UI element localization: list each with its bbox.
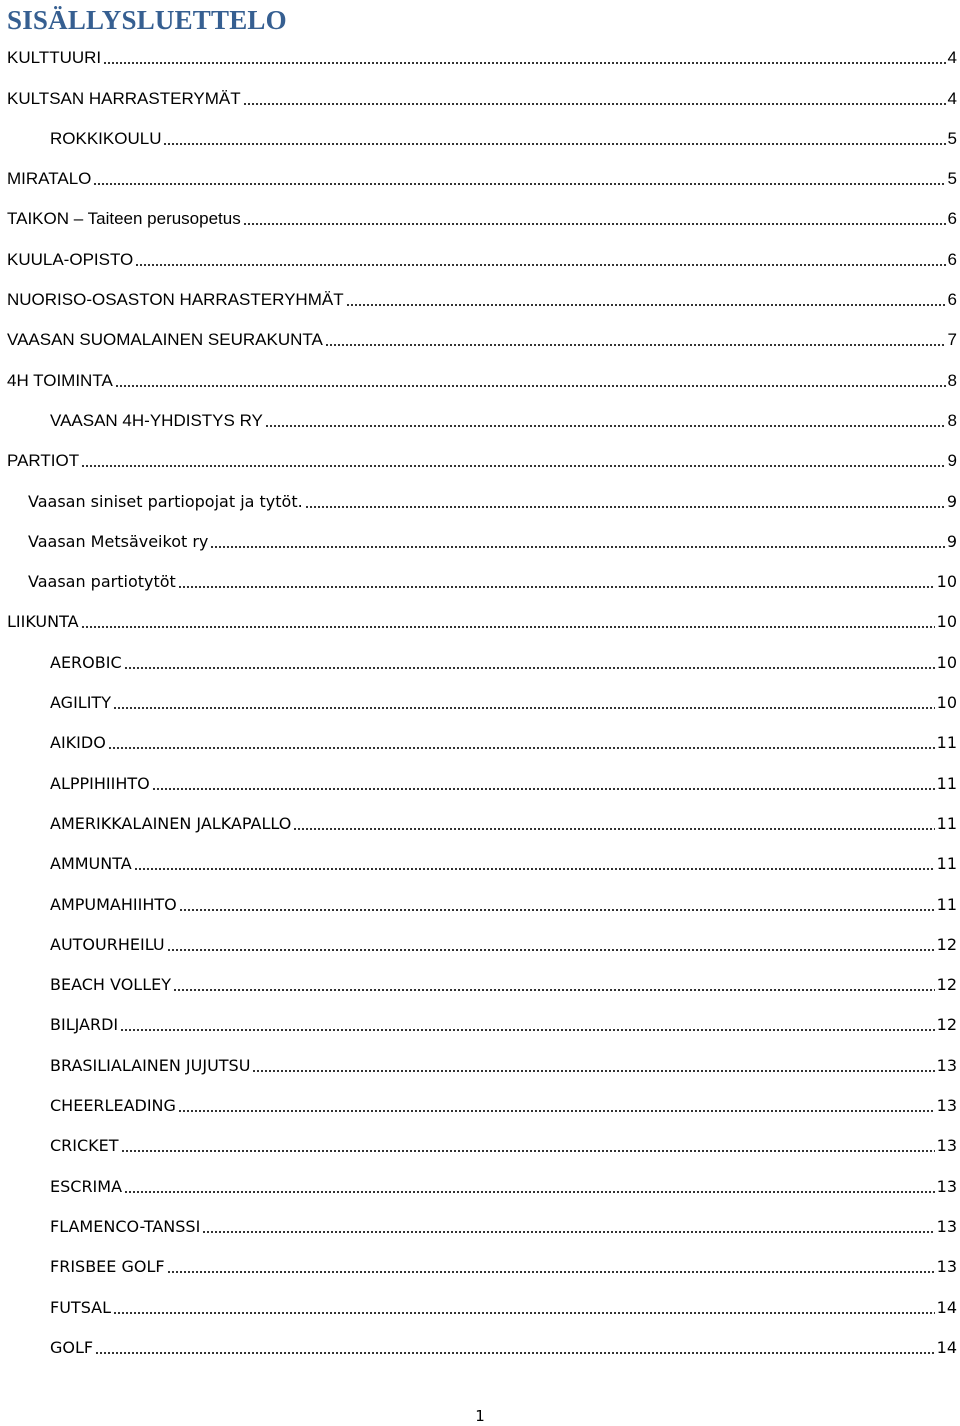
toc-entry[interactable] (0, 155, 960, 195)
toc-dot-leader (305, 506, 945, 508)
page-number: 1 (475, 1407, 485, 1425)
toc-entry[interactable] (0, 235, 960, 275)
toc-entry-page-number: 10 (936, 572, 957, 592)
toc-entry-page-number: 13 (936, 1257, 957, 1277)
toc-entry-title: Vaasan partiotytöt (28, 572, 176, 592)
toc-entry-page-number: 9 (946, 531, 957, 551)
toc-entry[interactable] (0, 437, 960, 477)
toc-dot-leader (210, 546, 944, 548)
toc-entry-page-number: 11 (936, 894, 957, 914)
toc-entry-page-number: 13 (936, 1096, 957, 1116)
toc-dot-leader (293, 828, 934, 830)
toc-entry-title: AMPUMAHIIHTO (50, 894, 177, 914)
toc-dot-leader (121, 1150, 935, 1152)
toc-entry[interactable] (0, 1122, 960, 1162)
toc-entry[interactable] (0, 195, 960, 235)
toc-entry-title: AUTOURHEILU (50, 934, 165, 954)
toc-entry[interactable] (0, 759, 960, 799)
toc-dot-leader (178, 586, 935, 588)
toc-dot-leader (252, 1070, 934, 1072)
toc-entry[interactable] (0, 961, 960, 1001)
toc-dot-leader (113, 707, 935, 709)
toc-entry-title: FLAMENCO-TANSSI (50, 1216, 201, 1236)
toc-entry-page-number: 10 (936, 612, 957, 632)
toc-entry-title: GOLF (50, 1337, 94, 1357)
toc-entry-title: TAIKON – Taiteen perusopetus (7, 209, 241, 229)
toc-entry-title: AEROBIC (50, 652, 122, 672)
toc-entry-page-number: 4 (947, 48, 957, 68)
toc-entry-page-number: 12 (936, 1015, 957, 1035)
toc-entry-page-number: 10 (936, 693, 957, 713)
toc-entry-page-number: 11 (936, 854, 957, 874)
toc-entry-title: VAASAN SUOMALAINEN SEURAKUNTA (7, 330, 323, 350)
toc-entry-page-number: 9 (946, 491, 957, 511)
toc-entry-title: AGILITY (50, 693, 111, 713)
toc-entry-page-number: 6 (947, 290, 957, 310)
toc-dot-leader (81, 626, 935, 628)
toc-dot-leader (81, 465, 945, 467)
toc-entry-page-number: 5 (947, 169, 957, 189)
toc-entry-title: KULTTUURI (7, 48, 102, 68)
toc-entry[interactable] (0, 34, 960, 74)
toc-entry[interactable] (0, 115, 960, 155)
toc-entry-title: CHEERLEADING (50, 1096, 176, 1116)
toc-entry[interactable] (0, 276, 960, 316)
toc-dot-leader (103, 62, 945, 64)
toc-dot-leader (167, 1271, 935, 1273)
table-of-contents (0, 34, 960, 1364)
toc-dot-leader (346, 304, 946, 306)
toc-entry[interactable] (0, 1082, 960, 1122)
toc-entry-title: LIIKUNTA (7, 612, 79, 632)
toc-entry[interactable] (0, 477, 960, 517)
toc-dot-leader (113, 1312, 935, 1314)
toc-entry[interactable] (0, 1041, 960, 1081)
toc-dot-leader (265, 425, 946, 427)
toc-entry-title: CRICKET (50, 1136, 119, 1156)
toc-entry-title: FRISBEE GOLF (50, 1257, 165, 1277)
toc-entry[interactable] (0, 1203, 960, 1243)
toc-entry[interactable] (0, 1243, 960, 1283)
toc-entry-page-number: 10 (936, 652, 957, 672)
toc-entry-title: ESCRIMA (50, 1176, 123, 1196)
toc-dot-leader (163, 143, 945, 145)
toc-entry-page-number: 9 (947, 451, 957, 471)
toc-entry-page-number: 11 (936, 733, 957, 753)
toc-dot-leader (124, 667, 935, 669)
toc-entry-title: VAASAN 4H-YHDISTYS RY (50, 410, 263, 430)
toc-entry-title: MIRATALO (7, 169, 92, 189)
toc-entry[interactable] (0, 598, 960, 638)
toc-entry[interactable] (0, 74, 960, 114)
toc-entry-title: KULTSAN HARRASTERYMÄT (7, 88, 241, 108)
toc-entry[interactable] (0, 1324, 960, 1364)
toc-entry-title: ROKKIKOULU (50, 128, 162, 148)
toc-entry[interactable] (0, 880, 960, 920)
toc-dot-leader (243, 223, 946, 225)
toc-entry[interactable] (0, 518, 960, 558)
toc-entry-title: AMERIKKALAINEN JALKAPALLO (50, 813, 292, 833)
toc-entry[interactable] (0, 397, 960, 437)
toc-dot-leader (178, 1110, 935, 1112)
toc-entry[interactable] (0, 921, 960, 961)
toc-dot-leader (167, 949, 935, 951)
toc-entry-page-number: 12 (936, 934, 957, 954)
toc-dot-leader (95, 1352, 935, 1354)
toc-entry-title: BRASILIALAINEN JUJUTSU (50, 1055, 251, 1075)
toc-dot-leader (120, 1029, 934, 1031)
toc-entry-title: KUULA-OPISTO (7, 249, 134, 269)
toc-dot-leader (108, 747, 935, 749)
toc-dot-leader (152, 788, 935, 790)
toc-entry-title: BILJARDI (50, 1015, 119, 1035)
toc-dot-leader (134, 868, 935, 870)
toc-entry-title: BEACH VOLLEY (50, 975, 172, 995)
toc-dot-leader (179, 909, 935, 911)
toc-entry-page-number: 14 (936, 1297, 957, 1317)
toc-entry[interactable] (0, 558, 960, 598)
toc-entry-title: NUORISO-OSASTON HARRASTERYHMÄT (7, 290, 344, 310)
toc-dot-leader (115, 385, 946, 387)
toc-dot-leader (243, 103, 946, 105)
toc-entry[interactable] (0, 356, 960, 396)
toc-entry-page-number: 11 (936, 773, 957, 793)
toc-entry-page-number: 13 (936, 1216, 957, 1236)
toc-entry[interactable] (0, 1001, 960, 1041)
toc-dot-leader (135, 264, 945, 266)
toc-entry[interactable] (0, 840, 960, 880)
toc-entry-page-number: 6 (947, 249, 957, 269)
toc-entry-title: Vaasan Metsäveikot ry (28, 531, 209, 551)
toc-entry-page-number: 5 (947, 128, 957, 148)
toc-entry-title: Vaasan siniset partiopojat ja tytöt. (28, 491, 303, 511)
toc-entry-title: FUTSAL (50, 1297, 111, 1317)
toc-entry[interactable] (0, 316, 960, 356)
toc-dot-leader (124, 1191, 935, 1193)
toc-entry-title: 4H TOIMINTA (7, 370, 113, 390)
toc-entry-page-number: 12 (936, 975, 957, 995)
toc-entry-page-number: 13 (936, 1136, 957, 1156)
toc-entry-page-number: 8 (947, 370, 957, 390)
toc-entry[interactable] (0, 1162, 960, 1202)
toc-heading: SISÄLLYSLUETTELO (7, 5, 287, 35)
toc-entry-title: PARTIOT (7, 451, 80, 471)
toc-dot-leader (173, 989, 935, 991)
toc-entry-page-number: 14 (936, 1337, 957, 1357)
toc-entry-page-number: 13 (936, 1176, 957, 1196)
toc-entry-page-number: 4 (947, 88, 957, 108)
toc-entry[interactable] (0, 638, 960, 678)
toc-dot-leader (325, 344, 946, 346)
toc-entry[interactable] (0, 719, 960, 759)
toc-entry[interactable] (0, 679, 960, 719)
toc-entry-title: AIKIDO (50, 733, 106, 753)
toc-dot-leader (202, 1231, 934, 1233)
toc-entry-title: AMMUNTA (50, 854, 132, 874)
toc-entry-title: ALPPIHIIHTO (50, 773, 150, 793)
toc-entry-page-number: 7 (947, 330, 957, 350)
toc-dot-leader (93, 183, 945, 185)
toc-entry-page-number: 6 (947, 209, 957, 229)
toc-entry[interactable] (0, 1283, 960, 1323)
toc-entry-page-number: 13 (936, 1055, 957, 1075)
toc-entry-page-number: 8 (947, 410, 957, 430)
toc-entry-page-number: 11 (936, 813, 957, 833)
toc-entry[interactable] (0, 800, 960, 840)
